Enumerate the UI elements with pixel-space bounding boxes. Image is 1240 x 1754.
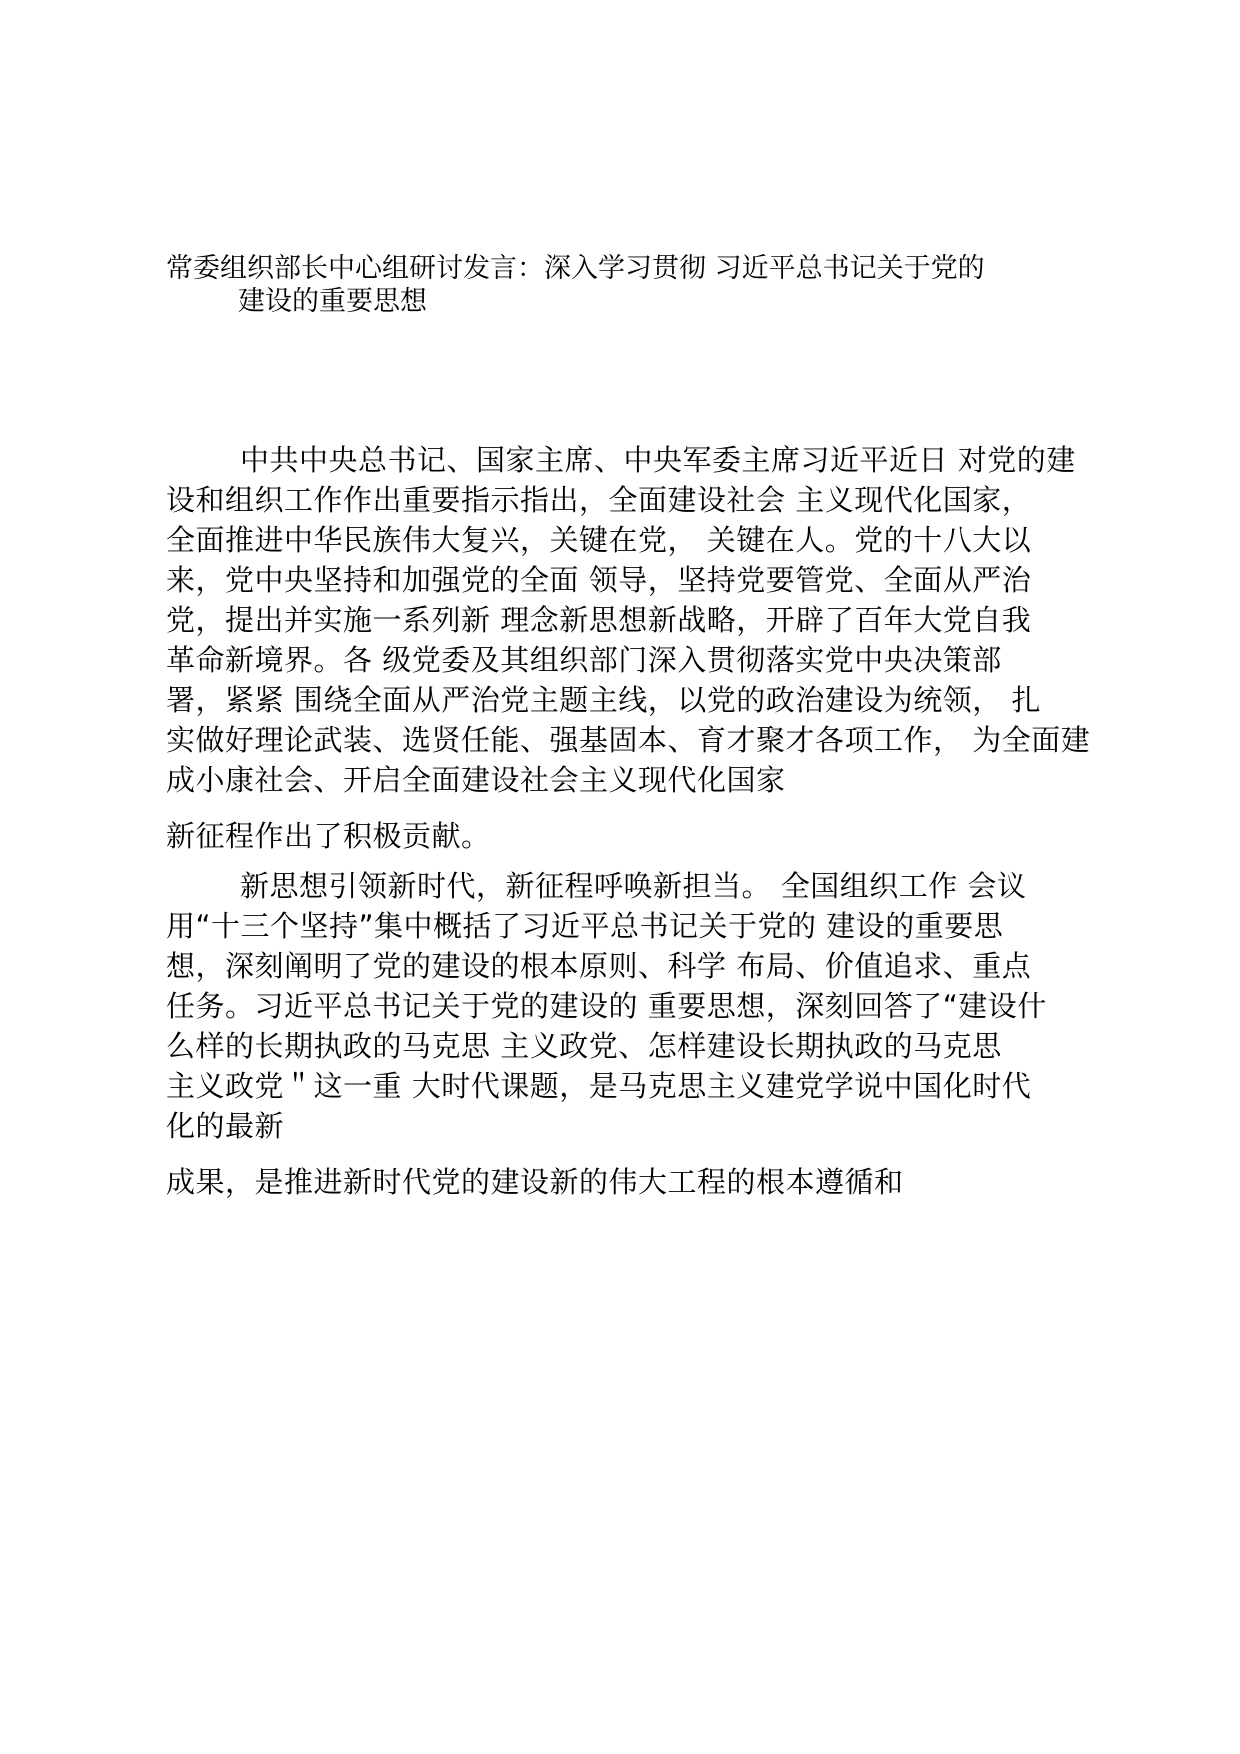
paragraph-1-line: 党，提出并实施一系列新 理念新思想新战略，开辟了百年大党自我 xyxy=(166,603,1032,637)
paragraph-2-line: 任务。习近平总书记关于党的建设的 重要思想，深刻回答了“建设什 xyxy=(166,989,1047,1023)
title-line: 常委组织部长中心组研讨发言：深入学习贯彻 习近平总书记关于党的 xyxy=(166,253,985,284)
paragraph-1-line: 全面推进中华民族伟大复兴，关键在党， 关键在人。党的十八大以 xyxy=(166,523,1032,557)
paragraph-2-line: 想，深刻阐明了党的建设的根本原则、科学 布局、价值追求、重点 xyxy=(166,949,1032,983)
paragraph-1-line: 来，党中央坚持和加强党的全面 领导，坚持党要管党、全面从严治 xyxy=(166,563,1032,597)
paragraph-1-line: 革命新境界。各 级党委及其组织部门深入贯彻落实党中央决策部 xyxy=(166,643,1002,677)
paragraph-2-line: 么样的长期执政的马克思 主义政党、怎样建设长期执政的马克思 xyxy=(166,1029,1002,1063)
document-title xyxy=(166,252,1166,318)
paragraph-1-line: 中共中央总书记、国家主席、中央军委主席习近平近日 对党的建 xyxy=(240,443,1076,477)
paragraph-2-line: 新思想引领新时代，新征程呼唤新担当。 全国组织工作 会议 xyxy=(240,869,1027,903)
paragraph-2-line: 化的最新 xyxy=(166,1109,285,1143)
paragraph-1-line: 署，紧紧 围绕全面从严治党主题主线，以党的政治建设为统领， 扎 xyxy=(166,683,1041,717)
paragraph-2-tail: 成果，是推进新时代党的建设新的伟大工程的根本遵循和 xyxy=(166,1165,904,1199)
paragraph-1-line: 设和组织工作作出重要指示指出，全面建设社会 主义现代化国家， xyxy=(166,483,1032,517)
paragraph-1-tail: 新征程作出了积极贡献。 xyxy=(166,819,491,853)
paragraph-1-line: 实做好理论武装、选贤任能、强基固本、育才聚才各项工作， 为全面建 xyxy=(166,723,1091,757)
title-line: 建设的重要思想 xyxy=(238,286,427,317)
paragraph-2-line: 用“十三个坚持”集中概括了习近平总书记关于党的 建设的重要思 xyxy=(166,909,1004,943)
paragraph-2-line: 主义政党＂这一重 大时代课题，是马克思主义建党学说中国化时代 xyxy=(166,1069,1032,1103)
paragraph-1-line: 成小康社会、开启全面建设社会主义现代化国家 xyxy=(166,763,786,797)
